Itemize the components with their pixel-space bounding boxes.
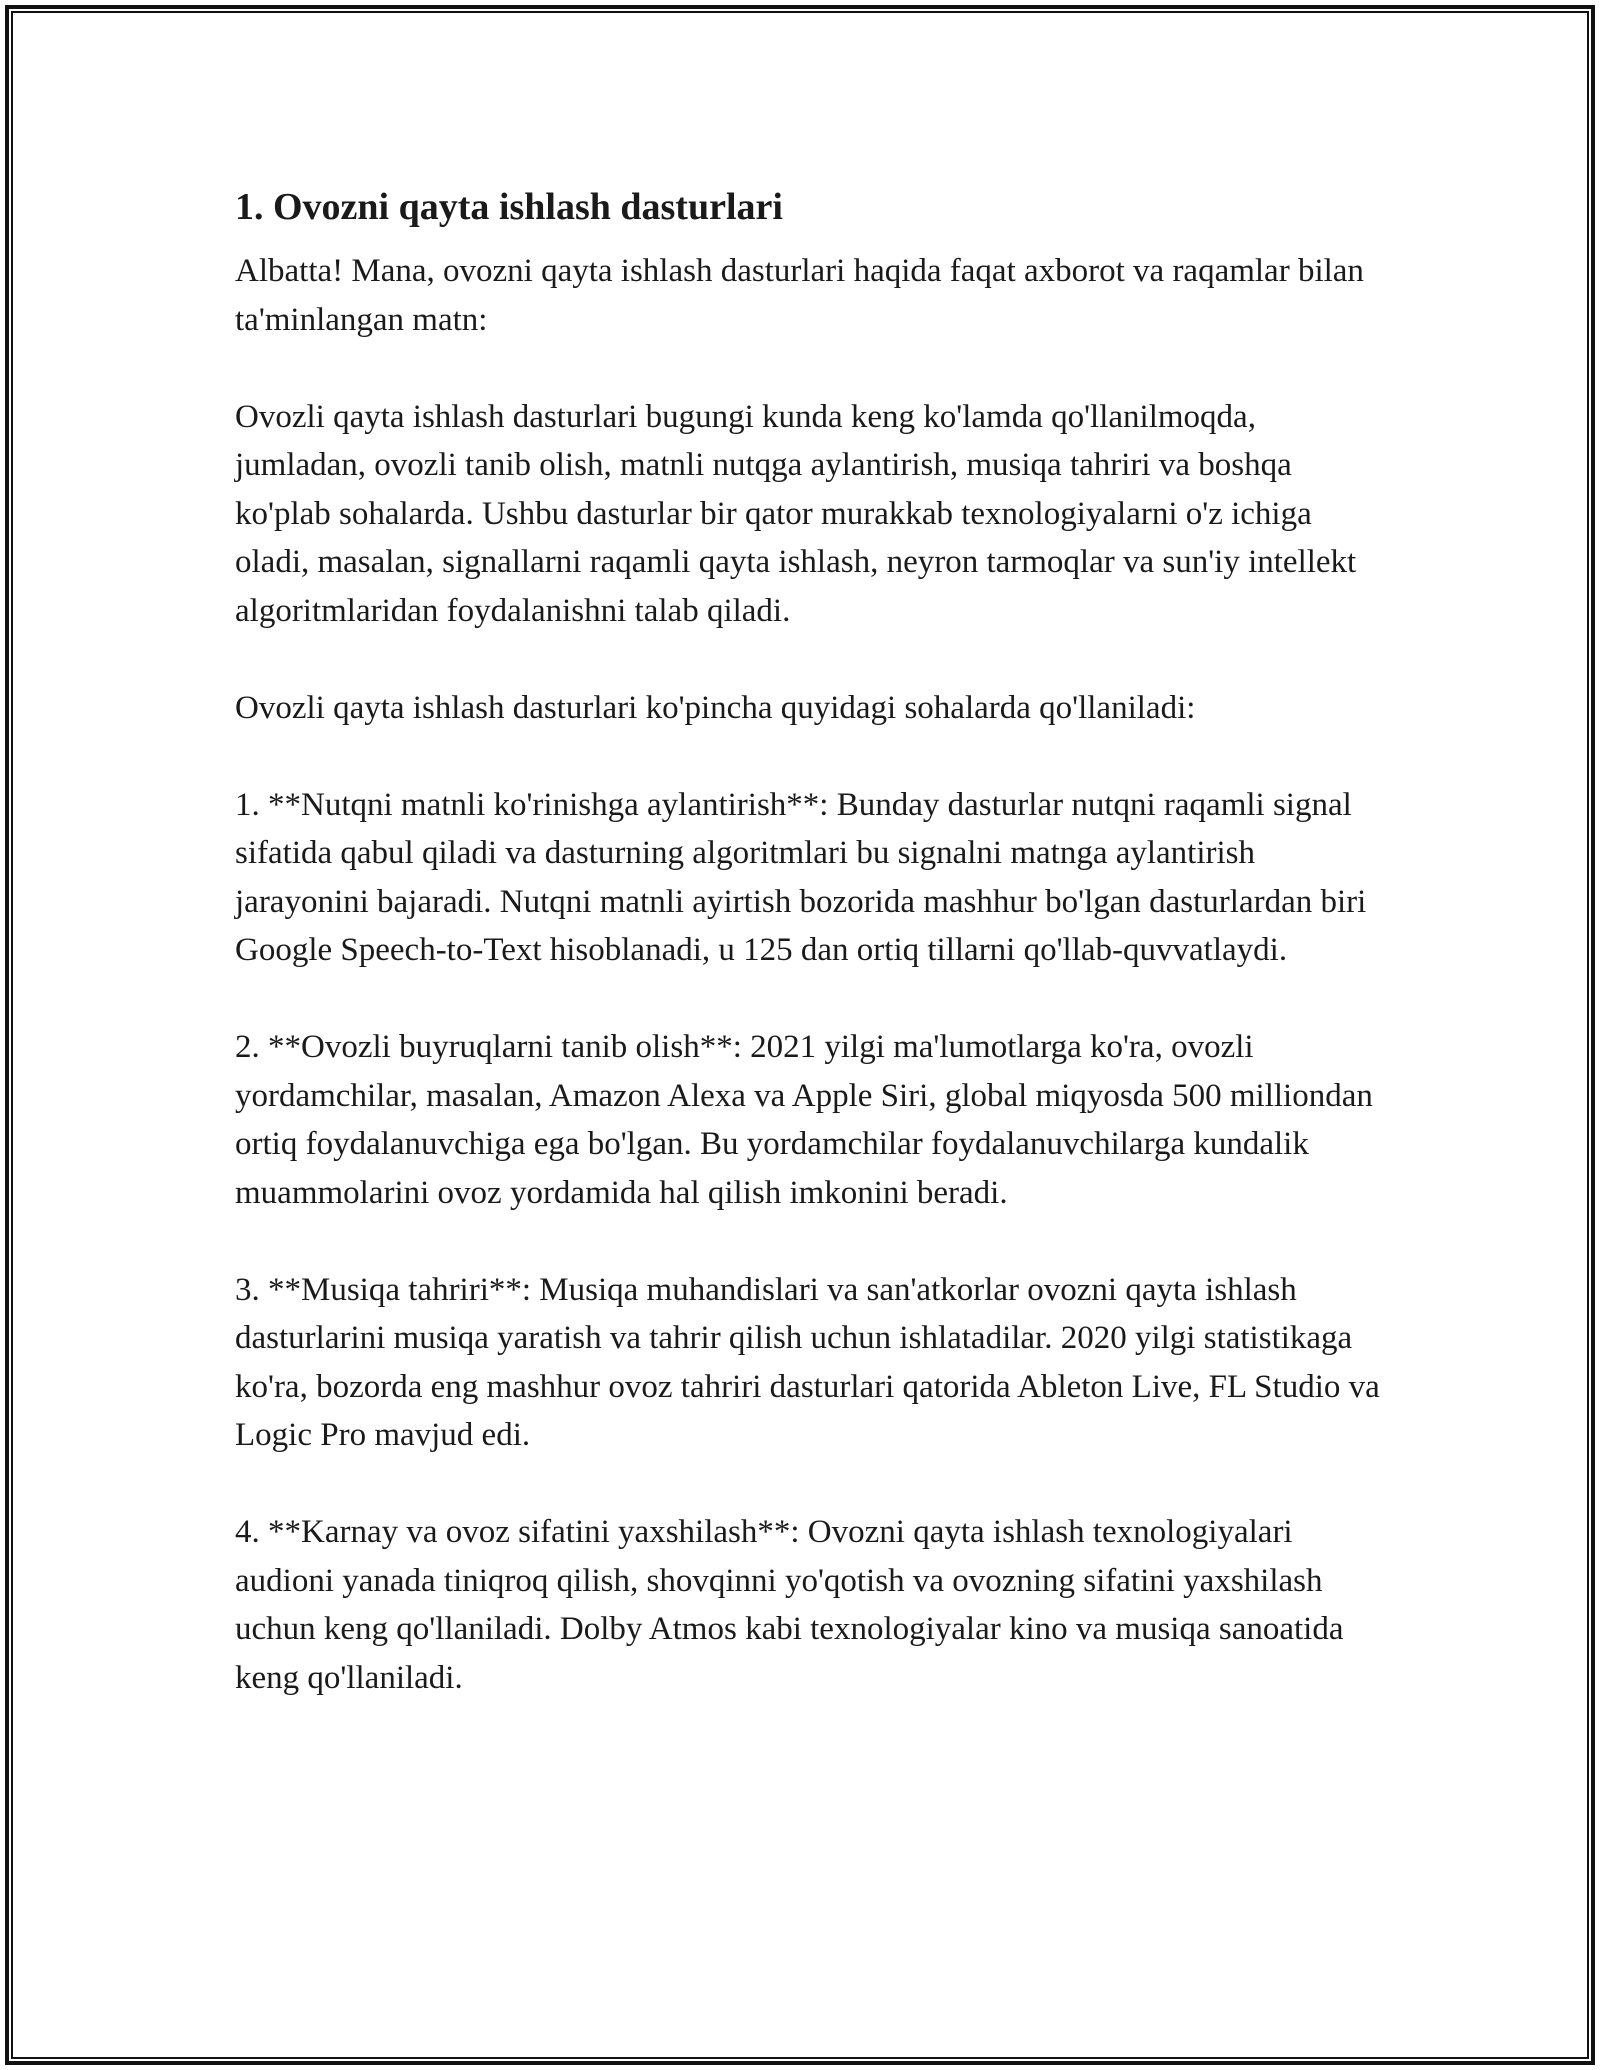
- section-heading: 1. Ovozni qayta ishlash dasturlari: [235, 186, 783, 228]
- list-item-speech-to-text: 1. **Nutqni matnli ko'rinishga aylantirish**: Bunday dasturlar nutqni raqamli signal sifatida qabul qiladi va dasturning algoritmlari bu signalni matnga aylantirish jarayonini bajaradi. Nutqni matnli ayirtish bozorida mashhur bo'lgan dasturlardan biri Google Speech-to-Text hisoblanadi, u 125 dan ortiq tillarni qo'llab-quvvatlaydi.: [235, 786, 1367, 968]
- list-item-voice-commands: 2. **Ovozli buyruqlarni tanib olish**: 2021 yilgi ma'lumotlarga ko'ra, ovozli yordamchilar, masalan, Amazon Alexa va Apple Siri, global miqyosda 500 milliondan ortiq foydalanuvchiga ega bo'lgan. Bu yordamchilar foydalanuvchilarga kundalik muammolarini ovoz yordamida hal qilish imkonini beradi.: [235, 1029, 1373, 1211]
- document-body: [235, 183, 1385, 1751]
- intro-paragraph: Albatta! Mana, ovozni qayta ishlash dasturlari haqida faqat axborot va raqamlar bilan ta'minlangan matn:: [235, 253, 1364, 338]
- overview-paragraph: Ovozli qayta ishlash dasturlari bugungi kunda keng ko'lamda qo'llanilmoqda, jumladan, ovozli tanib olish, matnli nutqga aylantirish, musiqa tahriri va boshqa ko'plab sohalarda. Ushbu dasturlar bir qator murakkab texnologiyalarni o'z ichiga oladi, masalan, signallarni raqamli qayta ishlash, neyron tarmoqlar va sun'iy intellekt algoritmlaridan foydalanishni talab qiladi.: [235, 398, 1357, 629]
- list-item-audio-quality: 4. **Karnay va ovoz sifatini yaxshilash**: Ovozni qayta ishlash texnologiyalari audioni yanada tiniqroq qilish, shovqinni yo'qotish va ovozning sifatini yaxshilash uchun keng qo'llaniladi. Dolby Atmos kabi texnologiyalar kino va musiqa sanoatida keng qo'llaniladi.: [235, 1514, 1344, 1696]
- areas-intro-paragraph: Ovozli qayta ishlash dasturlari ko'pincha quyidagi sohalarda qo'llaniladi:: [235, 689, 1196, 726]
- list-item-music-editing: 3. **Musiqa tahriri**: Musiqa muhandislari va san'atkorlar ovozni qayta ishlash dasturlarini musiqa yaratish va tahrir qilish uchun ishlatadilar. 2020 yilgi statistikaga ko'ra, bozorda eng mashhur ovoz tahriri dasturlari qatorida Ableton Live, FL Studio va Logic Pro mavjud edi.: [235, 1271, 1380, 1453]
